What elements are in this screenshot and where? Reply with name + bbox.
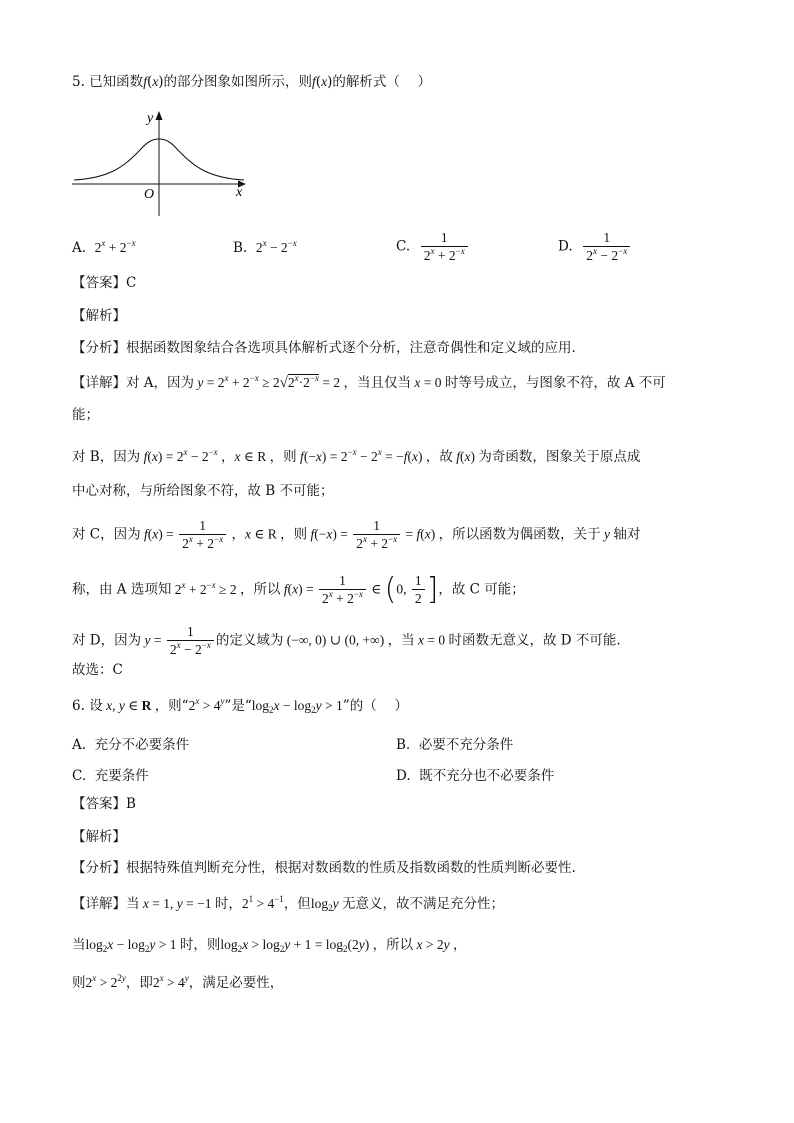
q5-fenxi: 【分析】根据函数图象结合各选项具体解析式逐个分析，注意奇偶性和定义域的应用. [72,340,576,356]
origin-label: O [144,187,155,202]
q5-answer: 【答案】C [72,275,137,291]
q5-stem: 5. 已知函数f(x)的部分图象如图所示，则f(x)的解析式（ ） [72,74,432,90]
q6-option-d[interactable]: D. 既不充分也不必要条件 [396,768,555,784]
q5-choose: 故选：C [72,662,123,678]
q5-option-c[interactable]: C. $\frac{1}{2^x + 2^{-x}}$ [396,230,470,264]
question-number: 6. [72,698,85,714]
q5-option-a[interactable]: A. $2^x + 2^{-x}$ [72,238,136,256]
q5-option-b[interactable]: B. $2^x - 2^{-x}$ [233,238,297,256]
q5-detail-c: 对 C，因为 f(x) = $\frac{1}{2^x + 2^{-x}}$ ，x ∈ R ，则 f(−x) = $\frac{1}{2^x + 2^{-x}}$ = f(x) ，所以函数为偶函数，关于 y 轴对 [72,518,641,551]
q5-detail-c2: 称，由 A 选项知 $2^x + 2^{-x} \ge 2$ ，所以 f(x) = $\frac{1}{2^x + 2^{-x}}$ ∈ (0, $\frac{1}{2}$ ]，故 C 可能； [72,572,525,607]
q5-detail-d: 对 D，因为 y = $\frac{1}{2^x - 2^{-x}}$ 的定义域为 (−∞, 0) ∪ (0, +∞) ，当 x = 0 时函数无意义，故 D 不可能. [72,624,621,657]
q6-detail-1: 【详解】当 x = 1, y = −1 时，$2^1 > 4^{-1}$，但$\log_2y$ 无意义，故不满足充分性； [72,894,504,913]
q5-option-d[interactable]: D. $\frac{1}{2^x - 2^{-x}}$ [558,230,632,264]
q6-option-a[interactable]: A. 充分不必要条件 [72,737,190,753]
q5-analysis-heading: 【解析】 [72,308,126,324]
q6-detail-2: 当$\log_2x - \log_2y > 1$ 时，则$\log_2x > \log_2y + 1 = \log_2(2y)$ ，所以 x > 2y ， [72,937,467,954]
q5-detail-a: 【详解】对 A，因为 $y = 2^x + 2^{-x} \ge 2√2^x\cdot 2^{-x} = 2$ ，当且仅当 x = 0 时等号成立，与图象不符，故 A 不可 [72,373,666,391]
q5-detail-b: 对 B，因为 $f(x) = 2^x - 2^{-x}$ ，x ∈ R ，则 $f(-x) = 2^{-x} - 2^x = -f(x)$ ，故 f(x) 为奇函数，图象关于原点成 [72,447,641,465]
q6-answer: 【答案】B [72,796,136,812]
question-number: 5. [72,74,85,90]
q6-analysis-heading: 【解析】 [72,829,126,845]
q6-stem: 6. 设 x, y ∈ R ，则“$2^x > 4^y$”是“$\log_2x - \log_2y > 1$”的（ ） [72,696,408,715]
y-axis-label: y [147,111,154,126]
q6-option-c[interactable]: C. 充要条件 [72,768,149,784]
q6-fenxi: 【分析】根据特殊值判断充分性，根据对数函数的性质及指数函数的性质判断必要性. [72,860,576,876]
q6-option-b[interactable]: B. 必要不充分条件 [396,737,514,753]
x-axis-label: x [236,185,243,200]
q6-detail-3: 则$2^x > 2^{2y}$，即$2^x > 4^y$，满足必要性， [72,973,284,991]
function-graph [70,108,260,218]
